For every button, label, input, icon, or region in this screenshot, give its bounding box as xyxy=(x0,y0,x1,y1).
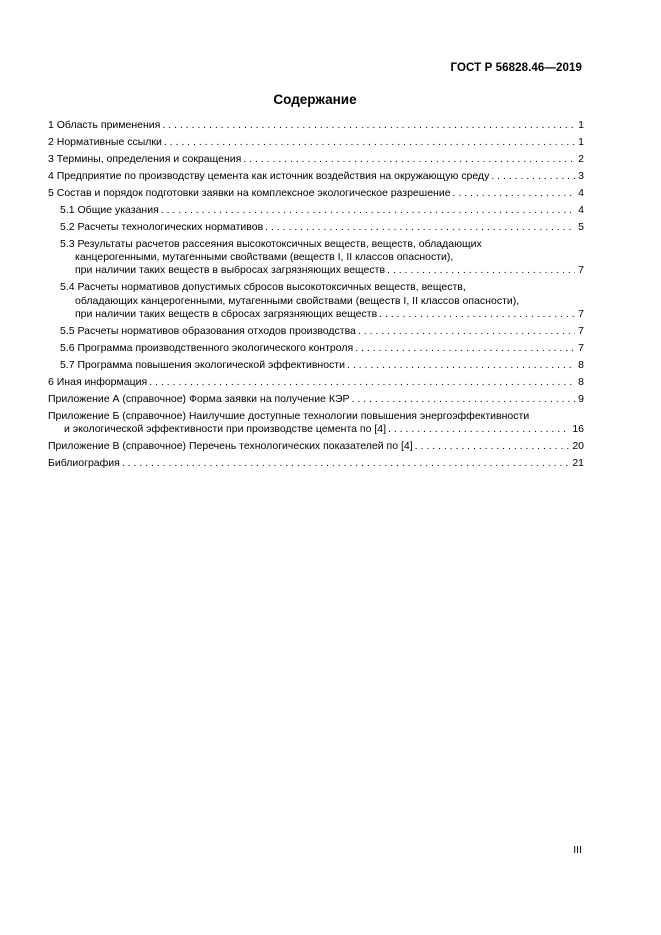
dot-leader xyxy=(164,136,575,149)
page-number: III xyxy=(573,844,582,856)
toc-entry-text: при наличии таких веществ в выбросах загрязняющих веществ xyxy=(75,264,386,277)
toc-entry-text: при наличии таких веществ в сбросах загрязняющих веществ xyxy=(75,307,378,320)
toc-entry-text: 5.7 Программа повышения экологической эффективности xyxy=(60,358,345,371)
dot-leader xyxy=(387,264,575,277)
toc-entry[interactable] xyxy=(48,238,584,278)
toc-page-number: 7 xyxy=(578,341,584,354)
dot-leader xyxy=(352,393,576,406)
toc-entry-text: Библиография xyxy=(48,457,120,470)
toc-entry-text: Приложение Б (справочное) Наилучшие доступные технологии повышения энергоэффективности xyxy=(48,409,530,422)
toc-entry[interactable] xyxy=(48,204,584,217)
toc-page-number: 4 xyxy=(578,204,584,216)
toc-page-number: 1 xyxy=(578,119,584,131)
toc-entry[interactable] xyxy=(48,187,584,200)
toc-page-number: 7 xyxy=(578,324,584,337)
toc-entry-text: канцерогенными, мутагенными свойствами (веществ I, II классов опасности), xyxy=(75,251,454,264)
toc-entry[interactable] xyxy=(48,393,584,406)
toc-page-number: 4 xyxy=(578,187,584,199)
page-title: Содержание xyxy=(273,92,357,107)
dot-leader xyxy=(243,153,575,166)
toc-entry-text: 1 Область применения xyxy=(48,119,161,131)
toc-page-number: 8 xyxy=(578,375,584,388)
dot-leader xyxy=(358,325,575,338)
document-code: ГОСТ Р 56828.46—2019 xyxy=(450,62,582,74)
dot-leader xyxy=(388,423,569,436)
toc-page-number: 3 xyxy=(578,170,584,182)
toc-entry-text: 5.4 Расчеты нормативов допустимых сбросов высокотоксичных веществ, веществ, xyxy=(60,281,466,294)
toc-entry[interactable] xyxy=(48,440,584,453)
toc-page-number: 1 xyxy=(578,136,584,148)
toc-entry-text: Приложение А (справочное) Форма заявки на получение КЭР xyxy=(48,392,350,405)
toc-entry[interactable] xyxy=(48,457,584,470)
toc-entry[interactable] xyxy=(48,359,584,372)
toc-entry[interactable] xyxy=(48,136,584,149)
toc-entry[interactable] xyxy=(48,170,584,183)
dot-leader xyxy=(379,308,575,321)
toc-entry-text: 5.5 Расчеты нормативов образования отходов производства xyxy=(60,324,356,337)
toc-entry-text: 2 Нормативные ссылки xyxy=(48,136,162,148)
toc-entry[interactable] xyxy=(48,325,584,338)
toc-entry-text: 5.1 Общие указания xyxy=(60,204,159,216)
dot-leader xyxy=(355,342,575,355)
toc-entry-text: Приложение В (справочное) Перечень технологических показателей по [4] xyxy=(48,440,413,453)
dot-leader xyxy=(122,457,569,470)
toc-page-number: 16 xyxy=(572,423,584,436)
toc-entry-text: обладающих канцерогенными, мутагенными свойствами (веществ I, II классов опасности), xyxy=(75,294,520,307)
toc-entry[interactable] xyxy=(48,342,584,355)
table-of-contents xyxy=(48,119,584,474)
toc-entry[interactable] xyxy=(48,410,584,436)
toc-entry[interactable] xyxy=(48,119,584,132)
dot-leader xyxy=(161,204,575,217)
toc-entry-text: 5.3 Результаты расчетов рассеяния высокотоксичных веществ, веществ, обладающих xyxy=(60,238,482,250)
toc-entry-text: и экологической эффективности при производстве цемента по [4] xyxy=(64,423,387,436)
dot-leader xyxy=(415,440,570,453)
dot-leader xyxy=(149,376,575,389)
toc-entry[interactable] xyxy=(48,376,584,389)
toc-entry-text: 6 Иная информация xyxy=(48,375,148,388)
toc-entry[interactable] xyxy=(48,281,584,321)
toc-entry-text: 3 Термины, определения и сокращения xyxy=(48,153,242,165)
toc-entry-text: 5.6 Программа производственного экологического контроля xyxy=(60,341,354,354)
toc-page-number: 7 xyxy=(578,264,584,277)
toc-page-number: 5 xyxy=(578,221,584,233)
dot-leader xyxy=(347,359,575,372)
toc-page-number: 7 xyxy=(578,307,584,320)
toc-page-number: 20 xyxy=(572,440,584,453)
toc-entry[interactable] xyxy=(48,153,584,166)
toc-page-number: 2 xyxy=(578,153,584,165)
dot-leader xyxy=(491,170,575,183)
toc-entry-text: 5 Состав и порядок подготовки заявки на комплексное экологическое разрешение xyxy=(48,187,451,199)
toc-entry[interactable] xyxy=(48,221,584,234)
toc-page-number: 21 xyxy=(572,457,584,470)
toc-entry-text: 5.2 Расчеты технологических нормативов xyxy=(60,221,264,233)
toc-entry-text: 4 Предприятие по производству цемента как источник воздействия на окружающую среду xyxy=(48,170,490,182)
toc-page-number: 9 xyxy=(578,392,584,405)
toc-page-number: 8 xyxy=(578,358,584,371)
dot-leader xyxy=(453,187,576,200)
dot-leader xyxy=(265,221,575,234)
dot-leader xyxy=(162,119,575,132)
